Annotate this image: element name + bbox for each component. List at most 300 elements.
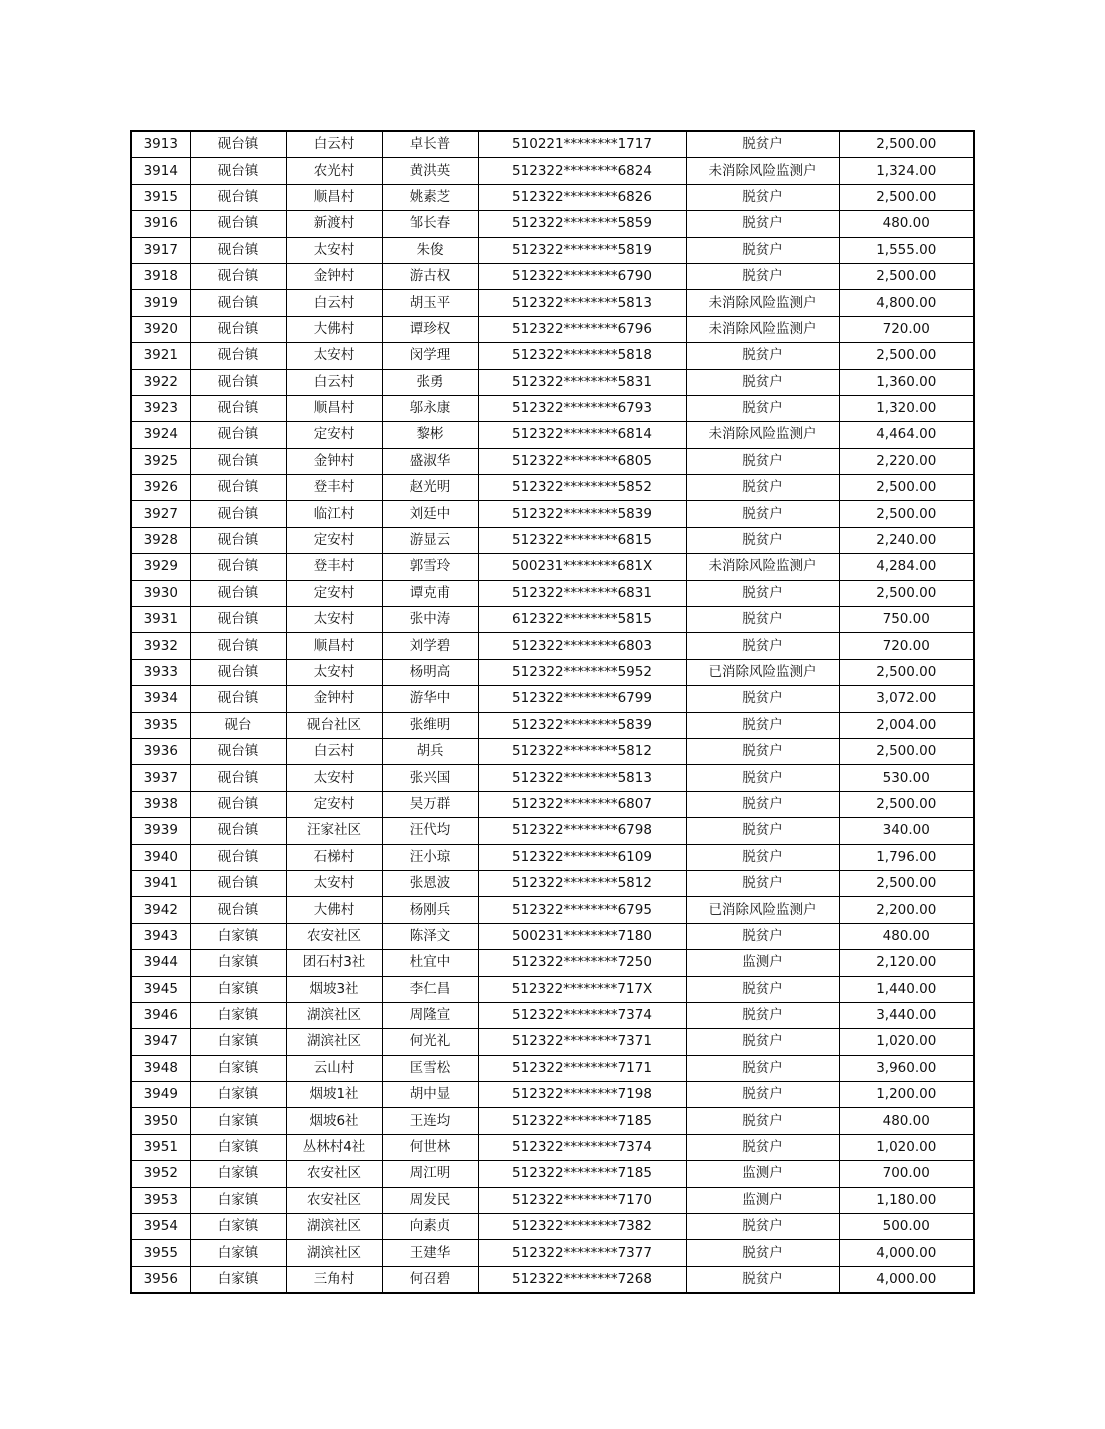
name-cell: 姚素芝 [382, 184, 478, 210]
amount-cell: 480.00 [839, 923, 974, 949]
amount-cell: 1,320.00 [839, 395, 974, 421]
name-cell: 李仁昌 [382, 976, 478, 1002]
household-type-cell: 脱贫户 [686, 527, 839, 553]
town-cell: 白家镇 [190, 1055, 286, 1081]
town-cell: 砚台镇 [190, 448, 286, 474]
name-cell: 张中涛 [382, 607, 478, 633]
town-cell: 砚台镇 [190, 475, 286, 501]
row-number: 3947 [131, 1029, 190, 1055]
town-cell: 砚台 [190, 712, 286, 738]
table-row [131, 950, 974, 976]
town-cell: 砚台镇 [190, 131, 286, 158]
table-row [131, 343, 974, 369]
town-cell: 砚台镇 [190, 422, 286, 448]
town-cell: 白家镇 [190, 1002, 286, 1028]
amount-cell: 2,500.00 [839, 791, 974, 817]
town-cell: 砚台镇 [190, 818, 286, 844]
household-type-cell: 脱贫户 [686, 343, 839, 369]
household-type-cell: 脱贫户 [686, 131, 839, 158]
table-body [131, 131, 974, 1293]
table-row [131, 211, 974, 237]
household-type-cell: 未消除风险监测户 [686, 316, 839, 342]
table-row [131, 501, 974, 527]
village-cell: 烟坡3社 [286, 976, 382, 1002]
amount-cell: 2,500.00 [839, 131, 974, 158]
household-type-cell: 脱贫户 [686, 633, 839, 659]
id-number-cell: 512322********6795 [478, 897, 686, 923]
id-number-cell: 512322********6790 [478, 263, 686, 289]
village-cell: 丛林村4社 [286, 1134, 382, 1160]
amount-cell: 2,220.00 [839, 448, 974, 474]
town-cell: 砚台镇 [190, 211, 286, 237]
id-number-cell: 512322********7268 [478, 1266, 686, 1293]
name-cell: 游华中 [382, 686, 478, 712]
village-cell: 云山村 [286, 1055, 382, 1081]
household-type-cell: 监测户 [686, 1161, 839, 1187]
household-type-cell: 脱贫户 [686, 712, 839, 738]
id-number-cell: 512322********6109 [478, 844, 686, 870]
town-cell: 砚台镇 [190, 580, 286, 606]
row-number: 3915 [131, 184, 190, 210]
household-type-cell: 脱贫户 [686, 369, 839, 395]
village-cell: 湖滨社区 [286, 1002, 382, 1028]
name-cell: 谭克甫 [382, 580, 478, 606]
household-type-cell: 脱贫户 [686, 1266, 839, 1293]
village-cell: 砚台社区 [286, 712, 382, 738]
row-number: 3923 [131, 395, 190, 421]
id-number-cell: 512322********6798 [478, 818, 686, 844]
table-row [131, 527, 974, 553]
town-cell: 砚台镇 [190, 897, 286, 923]
town-cell: 白家镇 [190, 976, 286, 1002]
table-row [131, 1240, 974, 1266]
row-number: 3914 [131, 158, 190, 184]
amount-cell: 4,000.00 [839, 1240, 974, 1266]
household-type-cell: 脱贫户 [686, 844, 839, 870]
name-cell: 张维明 [382, 712, 478, 738]
town-cell: 砚台镇 [190, 369, 286, 395]
household-type-cell: 脱贫户 [686, 1214, 839, 1240]
row-number: 3926 [131, 475, 190, 501]
id-number-cell: 512322********6803 [478, 633, 686, 659]
row-number: 3949 [131, 1082, 190, 1108]
village-cell: 金钟村 [286, 686, 382, 712]
table-row [131, 263, 974, 289]
amount-cell: 2,500.00 [839, 580, 974, 606]
village-cell: 登丰村 [286, 554, 382, 580]
id-number-cell: 512322********5839 [478, 712, 686, 738]
amount-cell: 2,500.00 [839, 501, 974, 527]
town-cell: 砚台镇 [190, 633, 286, 659]
id-number-cell: 512322********7374 [478, 1002, 686, 1028]
id-number-cell: 512322********6799 [478, 686, 686, 712]
household-type-cell: 监测户 [686, 1187, 839, 1213]
village-cell: 白云村 [286, 738, 382, 764]
name-cell: 朱俊 [382, 237, 478, 263]
household-type-cell: 脱贫户 [686, 448, 839, 474]
town-cell: 砚台镇 [190, 316, 286, 342]
id-number-cell: 512322********6826 [478, 184, 686, 210]
id-number-cell: 512322********6793 [478, 395, 686, 421]
name-cell: 黎彬 [382, 422, 478, 448]
household-type-cell: 脱贫户 [686, 818, 839, 844]
id-number-cell: 512322********6805 [478, 448, 686, 474]
table-row [131, 1187, 974, 1213]
name-cell: 胡兵 [382, 738, 478, 764]
row-number: 3952 [131, 1161, 190, 1187]
row-number: 3955 [131, 1240, 190, 1266]
table-row [131, 158, 974, 184]
subsidy-table [130, 130, 975, 1294]
household-type-cell: 已消除风险监测户 [686, 659, 839, 685]
town-cell: 白家镇 [190, 1266, 286, 1293]
table-row [131, 1161, 974, 1187]
town-cell: 白家镇 [190, 923, 286, 949]
id-number-cell: 512322********5813 [478, 290, 686, 316]
table-row [131, 237, 974, 263]
id-number-cell: 512322********7377 [478, 1240, 686, 1266]
table-row [131, 422, 974, 448]
id-number-cell: 512322********5812 [478, 870, 686, 896]
name-cell: 赵光明 [382, 475, 478, 501]
id-number-cell: 500231********681X [478, 554, 686, 580]
household-type-cell: 脱贫户 [686, 475, 839, 501]
household-type-cell: 已消除风险监测户 [686, 897, 839, 923]
name-cell: 张勇 [382, 369, 478, 395]
table-row [131, 844, 974, 870]
name-cell: 张恩波 [382, 870, 478, 896]
town-cell: 砚台镇 [190, 659, 286, 685]
table-row [131, 1108, 974, 1134]
id-number-cell: 512322********6796 [478, 316, 686, 342]
household-type-cell: 脱贫户 [686, 211, 839, 237]
household-type-cell: 未消除风险监测户 [686, 554, 839, 580]
name-cell: 王连均 [382, 1108, 478, 1134]
household-type-cell: 脱贫户 [686, 501, 839, 527]
town-cell: 砚台镇 [190, 395, 286, 421]
amount-cell: 1,200.00 [839, 1082, 974, 1108]
household-type-cell: 脱贫户 [686, 1134, 839, 1160]
town-cell: 砚台镇 [190, 844, 286, 870]
village-cell: 顺昌村 [286, 395, 382, 421]
name-cell: 陈泽文 [382, 923, 478, 949]
id-number-cell: 512322********5852 [478, 475, 686, 501]
id-number-cell: 512322********7374 [478, 1134, 686, 1160]
amount-cell: 1,180.00 [839, 1187, 974, 1213]
id-number-cell: 512322********5952 [478, 659, 686, 685]
name-cell: 卓长普 [382, 131, 478, 158]
household-type-cell: 脱贫户 [686, 738, 839, 764]
household-type-cell: 脱贫户 [686, 870, 839, 896]
name-cell: 游显云 [382, 527, 478, 553]
row-number: 3921 [131, 343, 190, 369]
table-row [131, 659, 974, 685]
id-number-cell: 512322********717X [478, 976, 686, 1002]
household-type-cell: 脱贫户 [686, 1029, 839, 1055]
village-cell: 太安村 [286, 343, 382, 369]
village-cell: 太安村 [286, 237, 382, 263]
table-row [131, 369, 974, 395]
table-row [131, 1082, 974, 1108]
village-cell: 新渡村 [286, 211, 382, 237]
row-number: 3943 [131, 923, 190, 949]
amount-cell: 750.00 [839, 607, 974, 633]
amount-cell: 480.00 [839, 1108, 974, 1134]
table-row [131, 1266, 974, 1293]
name-cell: 邬永康 [382, 395, 478, 421]
household-type-cell: 脱贫户 [686, 580, 839, 606]
row-number: 3928 [131, 527, 190, 553]
town-cell: 砚台镇 [190, 791, 286, 817]
id-number-cell: 512322********5831 [478, 369, 686, 395]
table-row [131, 765, 974, 791]
row-number: 3942 [131, 897, 190, 923]
table-row [131, 1029, 974, 1055]
row-number: 3924 [131, 422, 190, 448]
row-number: 3940 [131, 844, 190, 870]
name-cell: 王建华 [382, 1240, 478, 1266]
row-number: 3918 [131, 263, 190, 289]
row-number: 3951 [131, 1134, 190, 1160]
table-row [131, 712, 974, 738]
id-number-cell: 512322********7250 [478, 950, 686, 976]
table-row [131, 791, 974, 817]
household-type-cell: 脱贫户 [686, 923, 839, 949]
village-cell: 烟坡1社 [286, 1082, 382, 1108]
amount-cell: 1,555.00 [839, 237, 974, 263]
row-number: 3913 [131, 131, 190, 158]
name-cell: 胡玉平 [382, 290, 478, 316]
amount-cell: 4,800.00 [839, 290, 974, 316]
name-cell: 郭雪玲 [382, 554, 478, 580]
household-type-cell: 监测户 [686, 950, 839, 976]
town-cell: 砚台镇 [190, 184, 286, 210]
amount-cell: 700.00 [839, 1161, 974, 1187]
table-row [131, 1002, 974, 1028]
name-cell: 何召碧 [382, 1266, 478, 1293]
household-type-cell: 脱贫户 [686, 607, 839, 633]
town-cell: 砚台镇 [190, 607, 286, 633]
household-type-cell: 脱贫户 [686, 237, 839, 263]
household-type-cell: 未消除风险监测户 [686, 422, 839, 448]
village-cell: 农光村 [286, 158, 382, 184]
village-cell: 金钟村 [286, 448, 382, 474]
id-number-cell: 510221********1717 [478, 131, 686, 158]
town-cell: 砚台镇 [190, 158, 286, 184]
name-cell: 黄洪英 [382, 158, 478, 184]
amount-cell: 1,796.00 [839, 844, 974, 870]
table-row [131, 290, 974, 316]
name-cell: 周发民 [382, 1187, 478, 1213]
household-type-cell: 脱贫户 [686, 263, 839, 289]
village-cell: 三角村 [286, 1266, 382, 1293]
id-number-cell: 512322********7198 [478, 1082, 686, 1108]
row-number: 3933 [131, 659, 190, 685]
name-cell: 张兴国 [382, 765, 478, 791]
village-cell: 农安社区 [286, 1187, 382, 1213]
name-cell: 向素贞 [382, 1214, 478, 1240]
village-cell: 白云村 [286, 131, 382, 158]
amount-cell: 2,500.00 [839, 184, 974, 210]
id-number-cell: 512322********7185 [478, 1108, 686, 1134]
table-row [131, 738, 974, 764]
amount-cell: 720.00 [839, 633, 974, 659]
amount-cell: 1,360.00 [839, 369, 974, 395]
amount-cell: 2,500.00 [839, 343, 974, 369]
village-cell: 石梯村 [286, 844, 382, 870]
amount-cell: 2,240.00 [839, 527, 974, 553]
id-number-cell: 512322********5813 [478, 765, 686, 791]
amount-cell: 2,200.00 [839, 897, 974, 923]
household-type-cell: 脱贫户 [686, 686, 839, 712]
id-number-cell: 612322********5815 [478, 607, 686, 633]
name-cell: 杜宜中 [382, 950, 478, 976]
table-row [131, 316, 974, 342]
table-row [131, 633, 974, 659]
row-number: 3930 [131, 580, 190, 606]
id-number-cell: 512322********5839 [478, 501, 686, 527]
name-cell: 游古权 [382, 263, 478, 289]
amount-cell: 500.00 [839, 1214, 974, 1240]
village-cell: 湖滨社区 [286, 1029, 382, 1055]
id-number-cell: 512322********6824 [478, 158, 686, 184]
amount-cell: 1,020.00 [839, 1134, 974, 1160]
amount-cell: 2,500.00 [839, 659, 974, 685]
row-number: 3917 [131, 237, 190, 263]
name-cell: 汪代均 [382, 818, 478, 844]
row-number: 3938 [131, 791, 190, 817]
amount-cell: 4,464.00 [839, 422, 974, 448]
town-cell: 砚台镇 [190, 765, 286, 791]
name-cell: 何光礼 [382, 1029, 478, 1055]
town-cell: 白家镇 [190, 1029, 286, 1055]
name-cell: 邹长春 [382, 211, 478, 237]
amount-cell: 480.00 [839, 211, 974, 237]
row-number: 3937 [131, 765, 190, 791]
row-number: 3945 [131, 976, 190, 1002]
row-number: 3916 [131, 211, 190, 237]
id-number-cell: 500231********7180 [478, 923, 686, 949]
village-cell: 白云村 [286, 369, 382, 395]
town-cell: 白家镇 [190, 1108, 286, 1134]
id-number-cell: 512322********7382 [478, 1214, 686, 1240]
table-row [131, 580, 974, 606]
name-cell: 杨明高 [382, 659, 478, 685]
amount-cell: 530.00 [839, 765, 974, 791]
village-cell: 湖滨社区 [286, 1240, 382, 1266]
amount-cell: 340.00 [839, 818, 974, 844]
table-row [131, 1055, 974, 1081]
row-number: 3944 [131, 950, 190, 976]
amount-cell: 3,440.00 [839, 1002, 974, 1028]
town-cell: 砚台镇 [190, 263, 286, 289]
id-number-cell: 512322********7185 [478, 1161, 686, 1187]
household-type-cell: 脱贫户 [686, 395, 839, 421]
amount-cell: 4,284.00 [839, 554, 974, 580]
id-number-cell: 512322********5818 [478, 343, 686, 369]
amount-cell: 3,072.00 [839, 686, 974, 712]
row-number: 3939 [131, 818, 190, 844]
town-cell: 白家镇 [190, 1134, 286, 1160]
name-cell: 吴万群 [382, 791, 478, 817]
village-cell: 白云村 [286, 290, 382, 316]
row-number: 3932 [131, 633, 190, 659]
town-cell: 白家镇 [190, 1161, 286, 1187]
village-cell: 太安村 [286, 765, 382, 791]
village-cell: 太安村 [286, 659, 382, 685]
town-cell: 白家镇 [190, 1240, 286, 1266]
table-row [131, 870, 974, 896]
id-number-cell: 512322********5859 [478, 211, 686, 237]
row-number: 3931 [131, 607, 190, 633]
id-number-cell: 512322********5819 [478, 237, 686, 263]
table-row [131, 475, 974, 501]
table-row [131, 448, 974, 474]
village-cell: 顺昌村 [286, 633, 382, 659]
amount-cell: 2,500.00 [839, 475, 974, 501]
name-cell: 汪小琼 [382, 844, 478, 870]
village-cell: 太安村 [286, 870, 382, 896]
household-type-cell: 脱贫户 [686, 976, 839, 1002]
town-cell: 砚台镇 [190, 738, 286, 764]
town-cell: 砚台镇 [190, 237, 286, 263]
household-type-cell: 脱贫户 [686, 791, 839, 817]
amount-cell: 2,120.00 [839, 950, 974, 976]
row-number: 3954 [131, 1214, 190, 1240]
row-number: 3927 [131, 501, 190, 527]
town-cell: 白家镇 [190, 950, 286, 976]
row-number: 3941 [131, 870, 190, 896]
town-cell: 砚台镇 [190, 343, 286, 369]
town-cell: 白家镇 [190, 1187, 286, 1213]
name-cell: 杨刚兵 [382, 897, 478, 923]
name-cell: 何世林 [382, 1134, 478, 1160]
row-number: 3920 [131, 316, 190, 342]
row-number: 3929 [131, 554, 190, 580]
amount-cell: 2,500.00 [839, 263, 974, 289]
row-number: 3948 [131, 1055, 190, 1081]
row-number: 3935 [131, 712, 190, 738]
table-row [131, 923, 974, 949]
row-number: 3950 [131, 1108, 190, 1134]
row-number: 3946 [131, 1002, 190, 1028]
name-cell: 胡中显 [382, 1082, 478, 1108]
amount-cell: 2,500.00 [839, 870, 974, 896]
village-cell: 农安社区 [286, 923, 382, 949]
town-cell: 砚台镇 [190, 290, 286, 316]
amount-cell: 1,324.00 [839, 158, 974, 184]
town-cell: 砚台镇 [190, 527, 286, 553]
row-number: 3922 [131, 369, 190, 395]
amount-cell: 4,000.00 [839, 1266, 974, 1293]
village-cell: 烟坡6社 [286, 1108, 382, 1134]
village-cell: 大佛村 [286, 316, 382, 342]
table-row [131, 607, 974, 633]
row-number: 3936 [131, 738, 190, 764]
town-cell: 砚台镇 [190, 870, 286, 896]
table-row [131, 1134, 974, 1160]
household-type-cell: 脱贫户 [686, 1002, 839, 1028]
table-row [131, 818, 974, 844]
village-cell: 定安村 [286, 527, 382, 553]
row-number: 3934 [131, 686, 190, 712]
household-type-cell: 脱贫户 [686, 765, 839, 791]
id-number-cell: 512322********6807 [478, 791, 686, 817]
id-number-cell: 512322********7170 [478, 1187, 686, 1213]
id-number-cell: 512322********6814 [478, 422, 686, 448]
amount-cell: 3,960.00 [839, 1055, 974, 1081]
name-cell: 闵学理 [382, 343, 478, 369]
